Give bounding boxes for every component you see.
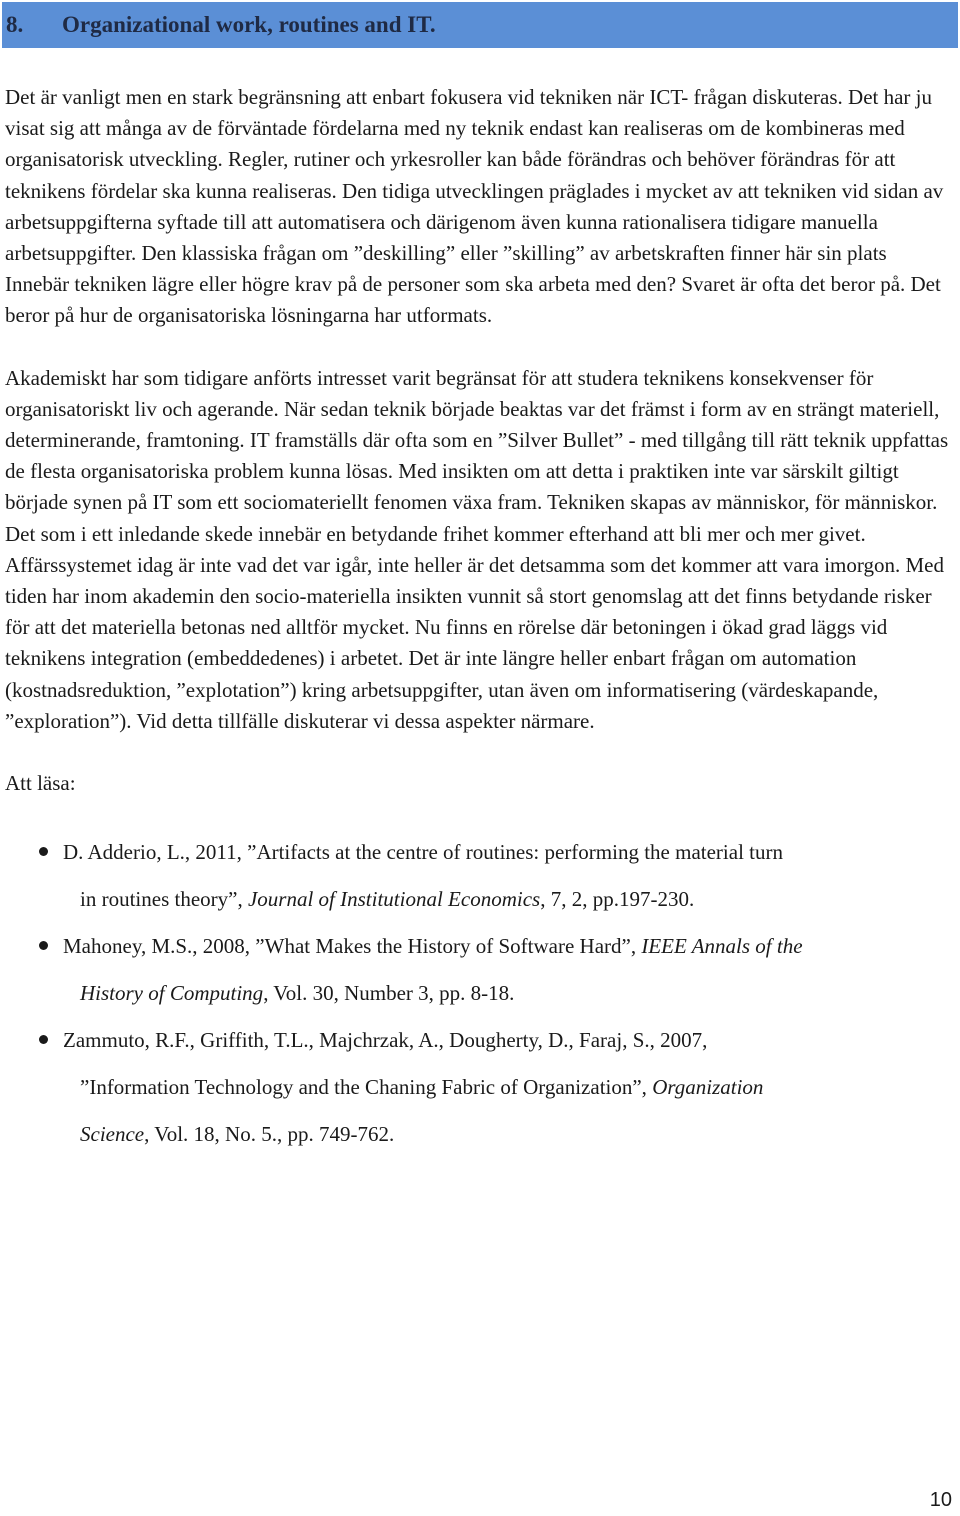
reference-1-line-2 — [63, 876, 950, 923]
reference-2-line-2 — [63, 970, 950, 1017]
reading-label: Att läsa: — [5, 771, 76, 796]
paragraph-academic: Akademiskt har som tidigare anförts intresset varit begränsat för att studera teknikens konsekvenser för organisatoriskt liv och agerande. När sedan teknik började beaktas var det främst i form av en strängt materiell, determinerande, framtoning. IT framställs där ofta som en ”Silver Bullet” - med tillgång till rätt teknik uppfattas de flesta organisatoriska problem kunna lösas. Med insikten om att detta i praktiken inte var särskilt giltigt började synen på IT som ett sociomateriellt fenomen växa fram. Tekniken skapas av människor, för människor. Det som i ett inledande skede innebär en betydande frihet kommer efterhand att bli mer och mer givet. Affärssystemet idag är inte vad det var igår, inte heller är det detsamma som det kommer att vara imorgon. Med tiden har inom akademin den socio-materiella insikten vunnit så stort genomslag att det finns betydande risker för att det materiella betonas ned alltför mycket. Nu finns en rörelse där betoningen i ökad grad läggs vid teknikens integration (embeddedenes) i arbetet. Det är inte längre heller enbart frågan om automation (kostnadsreduktion, ”explotation”) kring arbetsuppgifter, utan även om informatisering (värdeskapande, ”exploration”). Vid detta tillfälle diskuterar vi dessa aspekter närmare. — [5, 365, 949, 733]
reference-3-journal-part-1: Organization — [652, 1075, 764, 1100]
reference-1-line-1: D. Adderio, L., 2011, ”Artifacts at the centre of routines: performing the material turn — [63, 840, 783, 865]
reference-2-journal-part-1: IEEE Annals of the — [641, 934, 803, 959]
reference-item — [5, 923, 950, 1017]
reference-item — [5, 1017, 950, 1158]
reference-1-text: in routines theory”, — [80, 887, 248, 912]
reference-list — [5, 829, 950, 1158]
section-title: Organizational work, routines and IT. — [62, 12, 436, 37]
bullet-icon — [39, 1035, 48, 1044]
reference-3-authors: Zammuto, R.F., Griffith, T.L., Majchrzak, A., Dougherty, D., Faraj, S., 2007, — [63, 1028, 708, 1053]
reference-3-line-3 — [63, 1111, 950, 1158]
reference-2-text: Mahoney, M.S., 2008, ”What Makes the History of Software Hard”, — [63, 934, 642, 959]
reference-item — [5, 829, 950, 923]
reference-2-journal-part-2: History of Computing — [80, 981, 264, 1006]
reference-3-journal-part-2: Science — [80, 1122, 145, 1147]
reference-2-details: , Vol. 30, Number 3, pp. 8-18. — [263, 981, 515, 1006]
reference-3-title: ”Information Technology and the Chaning Fabric of Organization”, — [80, 1075, 653, 1100]
bullet-icon — [39, 941, 48, 950]
page-number: 10 — [929, 1489, 952, 1511]
document-body — [5, 82, 950, 1158]
section-number: 8. — [6, 12, 24, 37]
section-heading-bar — [2, 2, 958, 48]
paragraph-intro: Det är vanligt men en stark begränsning att enbart fokusera vid tekniken när ICT- frågan diskuteras. Det har ju visat sig att många av de förväntade fördelarna med ny teknik endast kan realiseras om de kombineras med organisatorisk utveckling. Regler, rutiner och yrkesroller kan både förändras och behöver förändras för att teknikens fördelar ska kunna realiseras. Den tidiga utvecklingen präglades i mycket av att tekniken vid sidan av arbetsuppgifterna syftade till att automatisera och därigenom även kunna rationalisera tidigare manuella arbetsuppgifter. Den klassiska frågan om ”deskilling” eller ”skilling” av arbetskraften finner här sin plats Innebär tekniken lägre eller högre krav på de personer som ska arbeta med den? Svaret är ofta det beror på. Det beror på hur de organisatoriska lösningarna har utformats. — [5, 85, 944, 328]
reference-1-journal: Journal of Institutional Economics — [247, 887, 541, 912]
reference-3-details: , Vol. 18, No. 5., pp. 749-762. — [144, 1122, 395, 1147]
reference-1-details: , 7, 2, pp.197-230. — [540, 887, 695, 912]
bullet-icon — [39, 847, 48, 856]
section-heading — [6, 12, 436, 38]
reference-3-line-2 — [63, 1064, 950, 1111]
